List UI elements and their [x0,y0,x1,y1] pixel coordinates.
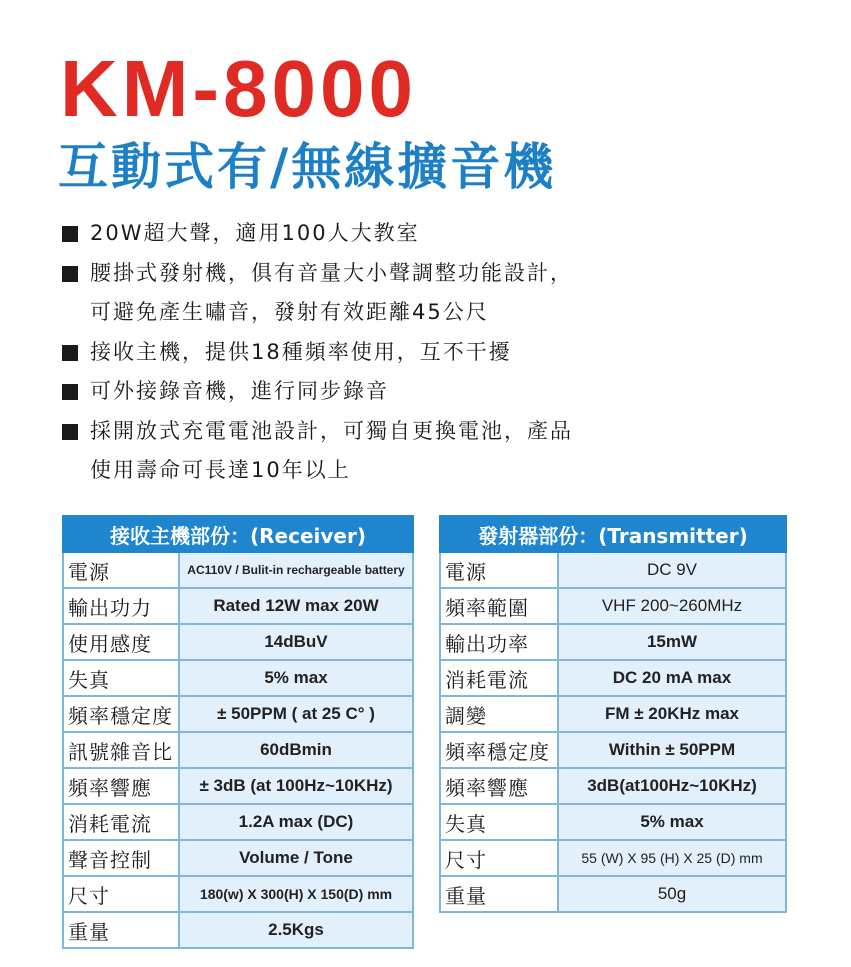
spec-label: 頻率範圍 [440,588,558,624]
spec-value: 5% max [179,660,413,696]
spec-label: 消耗電流 [440,660,558,696]
spec-label: 頻率穩定度 [63,696,179,732]
feature-text: 接收主機，提供18種頻率使用，互不干擾 [90,339,512,364]
square-bullet-icon [62,345,78,361]
model-title: KM-8000 [60,44,418,133]
table-row [440,660,786,696]
table-row [63,840,413,876]
table-row [440,876,786,912]
spec-value: 50g [558,876,786,912]
spec-label: 頻率穩定度 [440,732,558,768]
spec-value: AC110V / Bulit-in rechargeable battery [179,552,413,588]
table-row [440,804,786,840]
spec-label: 電源 [63,552,179,588]
table-row [63,912,413,948]
feature-list [62,214,822,491]
spec-label: 訊號雜音比 [63,732,179,768]
spec-value: VHF 200~260MHz [558,588,786,624]
feature-text: 腰掛式發射機，俱有音量大小聲調整功能設計， [90,260,573,285]
spec-label: 消耗電流 [63,804,179,840]
spec-value: DC 20 mA max [558,660,786,696]
spec-label: 重量 [440,876,558,912]
spec-label: 失真 [440,804,558,840]
table-row [440,552,786,588]
table-row [440,588,786,624]
spec-label: 聲音控制 [63,840,179,876]
spec-value: FM ± 20KHz max [558,696,786,732]
table-row [440,732,786,768]
spec-value: ± 3dB (at 100Hz~10KHz) [179,768,413,804]
spec-label: 輸出功力 [63,588,179,624]
table-row [63,696,413,732]
spec-label: 重量 [63,912,179,948]
feature-text: 20W超大聲，適用100人大教室 [90,221,420,245]
spec-label: 調變 [440,696,558,732]
spec-value: 180(w) X 300(H) X 150(D) mm [179,876,413,912]
spec-value: Rated 12W max 20W [179,588,413,624]
feature-item [62,412,822,491]
feature-item [62,333,822,373]
feature-text: 可外接錄音機，進行同步錄音 [90,379,389,403]
table-row [63,732,413,768]
table-row [63,660,413,696]
spec-value: 5% max [558,804,786,840]
table-row [440,768,786,804]
spec-value: 1.2A max (DC) [179,804,413,840]
feature-item [62,372,822,412]
spec-value: DC 9V [558,552,786,588]
table-row [63,588,413,624]
square-bullet-icon [62,424,78,440]
spec-value: 14dBuV [179,624,413,660]
transmitter-table-title: 發射器部份：(Transmitter) [440,516,786,552]
spec-value: 60dBmin [179,732,413,768]
feature-text: 採開放式充電電池設計，可獨自更換電池，產品 [90,418,573,443]
feature-item [62,254,822,333]
table-row [440,840,786,876]
spec-label: 失真 [63,660,179,696]
spec-value: 3dB(at100Hz~10KHz) [558,768,786,804]
spec-value: Within ± 50PPM [558,732,786,768]
spec-value: 2.5Kgs [179,912,413,948]
spec-label: 頻率響應 [63,768,179,804]
table-row [63,624,413,660]
feature-text-continued: 可避免產生嘯音，發射有效距離45公尺 [90,300,489,324]
spec-label: 輸出功率 [440,624,558,660]
square-bullet-icon [62,226,78,242]
spec-label: 使用感度 [63,624,179,660]
transmitter-spec-table [439,515,787,913]
table-row [440,696,786,732]
spec-value: ± 50PPM ( at 25 C° ) [179,696,413,732]
spec-label: 尺寸 [63,876,179,912]
table-row [63,804,413,840]
spec-label: 電源 [440,552,558,588]
receiver-spec-table [62,515,414,949]
spec-value: 55 (W) X 95 (H) X 25 (D) mm [558,840,786,876]
spec-label: 尺寸 [440,840,558,876]
receiver-table-title: 接收主機部份：(Receiver) [63,516,413,552]
spec-value: 15mW [558,624,786,660]
product-subtitle: 互動式有/無線擴音機 [58,138,557,196]
feature-text-continued: 使用壽命可長達10年以上 [90,458,351,482]
table-row [63,876,413,912]
square-bullet-icon [62,266,78,282]
table-row [63,768,413,804]
table-row [440,624,786,660]
table-row [63,552,413,588]
feature-item [62,214,822,254]
spec-label: 頻率響應 [440,768,558,804]
square-bullet-icon [62,384,78,400]
spec-value: Volume / Tone [179,840,413,876]
